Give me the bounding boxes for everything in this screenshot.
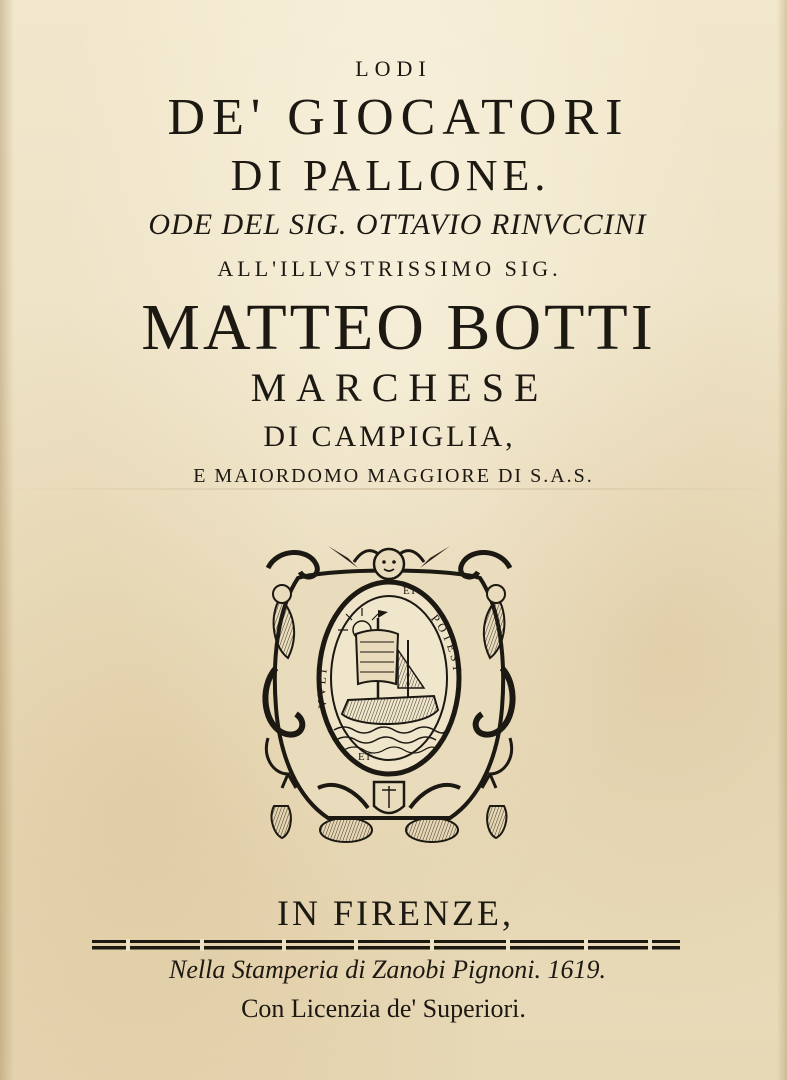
double-rule-divider — [92, 939, 680, 951]
motto-right: POTEST — [428, 611, 465, 676]
paper-fold — [0, 488, 787, 490]
dedicatee-name: MATTEO BOTTI — [141, 291, 656, 364]
dedicatee-office: E MAIORDOMO MAGGIORE DI S.A.S. — [193, 465, 594, 487]
imprint-license: Con Licenzia de' Superiori. — [241, 994, 526, 1023]
dedicatee-title: MARCHESE — [250, 365, 549, 410]
printers-device-emblem — [258, 538, 520, 850]
title-pallone: DI PALLONE. — [230, 151, 551, 200]
imprint-printer: Nella Stamperia di Zanobi Pignoni. 1619. — [169, 955, 606, 984]
title-lodi: LODI — [355, 56, 432, 81]
dedication-line: ALL'ILLVSTRISSIMO SIG. — [217, 256, 562, 281]
motto-left: VVLT — [314, 663, 331, 710]
dedicatee-place: DI CAMPIGLIA, — [263, 420, 516, 453]
subtitle-ode: ODE DEL SIG. OTTAVIO RINVCCINI — [148, 208, 647, 241]
svg-text:VVLT — [314, 663, 330, 709]
title-giocatori: DE' GIOCATORI — [167, 89, 630, 146]
motto-top: ET — [403, 585, 417, 597]
motto-bottom: ET — [358, 751, 372, 763]
imprint-place: IN FIRENZE, — [277, 893, 514, 933]
